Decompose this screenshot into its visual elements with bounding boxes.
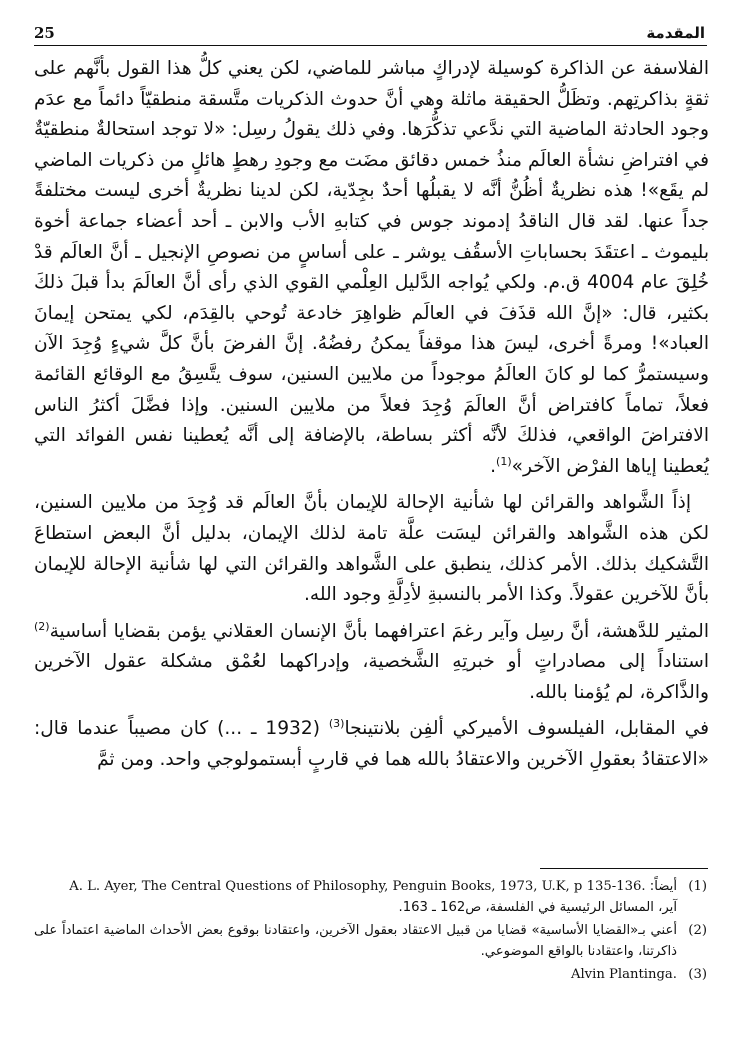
paragraph [34,617,709,709]
paragraph [34,54,709,482]
footnote-citation: A. L. Ayer, The Central Questions of Philosophy, Penguin Books, 1973, U.K, p 135-136. [69,879,646,894]
page-header [34,14,705,42]
footnote-number: (1) [688,879,707,894]
footnote-body [34,964,677,985]
footnote-citation: Alvin Plantinga. [570,967,677,982]
footnote-text: أيضاً: [649,879,677,894]
paragraph-text: . [490,455,497,477]
footnote-ref: (3) [328,717,345,731]
paragraph [34,714,709,775]
footnote-line [34,876,677,897]
header-rule [34,45,707,46]
footnote [34,920,707,962]
paragraph-text: إذاً الشَّواهد والقرائن لها شأنية الإحالة للإيمان بأنَّ العالَم قد وُجِدَ من ملايين السنين، لكن هذه الشَّواهد والقرائن ليسَت علَّة تامة لذلك الإيمان، بدليل أنَّ البعض استطاعَ التَّشكيك بذلك. الأمر كذلك، ينطبق على الشَّواهد والقرائن التي لها شأنية الإحالة للإيمان بأنَّ للآخرين عقولاً. وكذا الأمر بالنسبةِ لأدِلَّةِ وجود الله. [34,492,709,606]
paragraph-text: في المقابل، الفيلسوف الأميركي ألفِن بلانتينجا [344,718,709,740]
paragraph-text: (1932 ـ ...) كان مصيباً عندما قال: «الاعتقادُ بعقولِ الآخرين والاعتقادُ بالله هما في قاربٍ أبستمولوجي واحد. ومن ثمَّ [34,718,709,771]
paragraph-text: الفلاسفة عن الذاكرة كوسيلة لإدراكٍ مباشر للماضي، لكن يعني كلُّ هذا القول بأنَّهم على ثقةٍ بذاكرتِهم. وتظَلُّ الحقيقة ماثلة وهي أنَّ حدوث الذكريات متَّسقة منطقيّاً دائماً مع عدَم وجود الحادثة الماضية التي ندَّعي تذكُّرَها. وفي ذلك يقولُ رسِل: «لا توجد استحالةٌ منطقيّةٌ في افتراضِ نشأة العالَم منذُ خمس دقائق مضَت مع وجودِ رهطٍ هائلٍ من ذكريات الماضي لم يقَع»! هذه نظريةٌ أظُنُّ أنَّه لا يقبلُها أحدٌ بجِدّية، لكن لدينا نظريةٌ أخرى ليست مختلفةً جداً عنها. لقد قال الناقدُ إدموند جوس في كتابهِ الأب والابن ـ أحد أعضاء جماعة أخوة بليموث ـ اعتقَدَ بحساباتِ الأسقُف يوشر ـ على أساسٍ من نصوصِ الإنجيل ـ أنَّ العالَم قدْ خُلِقَ عام 4004 ق.م. ولكي يُواجه الدَّليل العِلْمي القوي الذي رأى أنَّ العالَمَ بدأ قبلَ ذلكَ بكثير، قال: «إنَّ الله قذَفَ في العالَم ظواهِرَ خادعة تُوحي بالقِدَم، لكي يمتحن إيمانَ العباد»! ومرةً أخرى، ليسَ هذا موقفاً يمكنُ رفضُهُ. إنَّ الفرضَ بأنَّ كلَّ شيءٍ وُجِدَ الآن وسيستمرُّ كما لو كانَ العالَمُ موجوداً من ملايين السنين، سوف يتَّسِقُ مع الوقائع القائمة فعلاً، تماماً كافتراض أنَّ العالَمَ وُجِدَ فعلاً من ملايين السنين. وإذا فضَّلَ أكثرُ الناس الافتراضَ الواقعي، فذلكَ لأنَّه أكثر بساطة، بالإضافة إلى أنَّه يُعطينا نفس الفوائد التي يُعطينا إياها الفرْض الآخر» [34,58,709,477]
paragraph-text: المثير للدَّهشة، أنَّ رسِل وآير رغمَ اعترافهما بأنَّ الإنسان العقلاني يؤمن بقضايا أساسية [49,620,709,642]
page-number: 25 [34,24,55,42]
footnote-ref: (2) [34,619,50,633]
footnotes [34,876,707,987]
paragraph [34,488,709,610]
body-text [34,54,709,782]
paragraph-text: استناداً إلى مصادراتٍ أو خبرتِهِ الشَّخصية، وإدراكهما لعُمْق مشكلة عقول الآخرين والذَّاكرة، لم يُؤمنا بالله. [34,651,709,703]
running-head: المقدمة [646,24,705,42]
footnote-body [34,876,677,918]
footnote-number: (2) [688,923,707,938]
footnote [34,964,707,985]
footnote-number: (3) [688,967,707,982]
footnote-line: آير، المسائل الرئيسية في الفلسفة، ص162 ـ 163. [398,900,677,915]
footnote [34,876,707,918]
footnote-ref: (1) [496,454,512,468]
footnote-body: أعني بـ«القضايا الأساسية» قضايا من قبيل الاعتقاد بعقول الآخرين، واعتقادنا بوقوع بعض الأحداث الماضية اعتماداً على ذاكرتنا، واعتقادنا بالواقع الموضوعي. [34,923,677,959]
footnote-rule [540,868,708,869]
